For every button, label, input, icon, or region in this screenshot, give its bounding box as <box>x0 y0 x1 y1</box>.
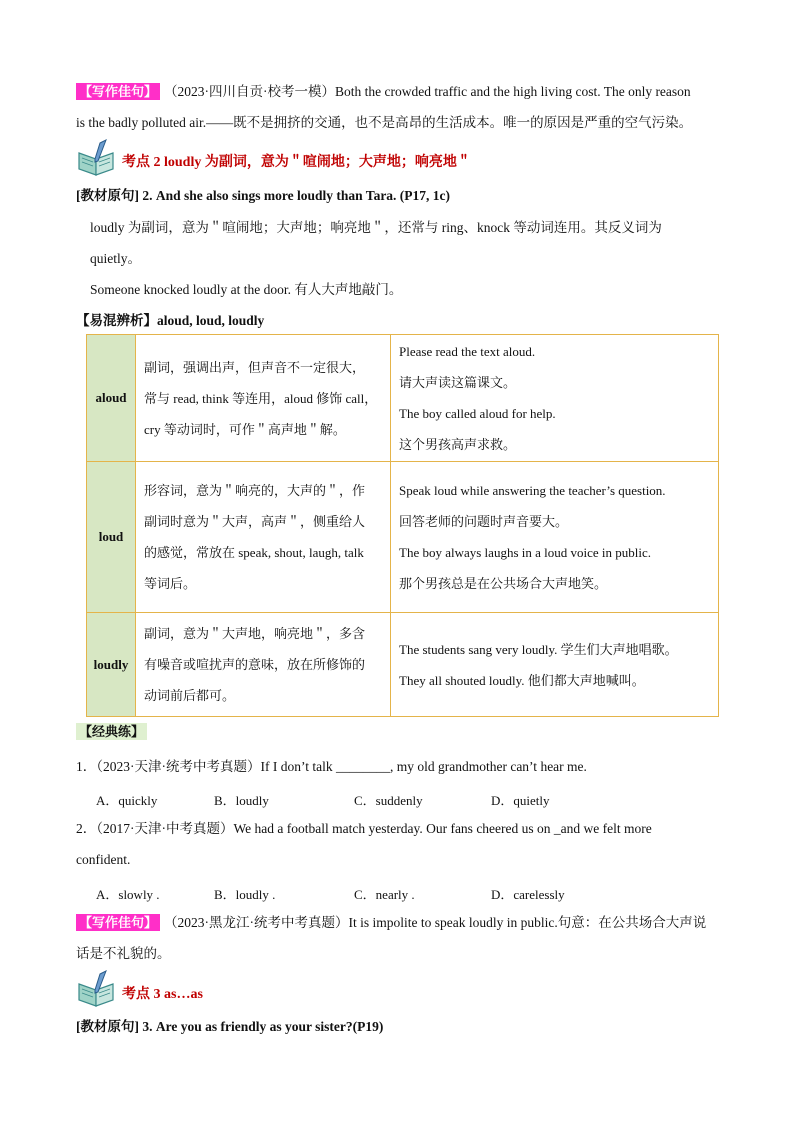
table-row <box>87 335 719 462</box>
example-line: 请大声读这篇课文。 <box>399 375 517 390</box>
writing-tag: 【写作佳句】 <box>76 914 160 931</box>
example-line: 这个男孩高声求救。 <box>399 437 517 452</box>
question-1-options <box>0 790 794 810</box>
writing-line-2: is the badly polluted air.——既不是拥挤的交通，也不是高昂的生活成本。唯一的原因是严重的空气污染。 <box>76 115 693 130</box>
option: D．carelessly <box>491 887 565 902</box>
example-cell <box>391 613 719 717</box>
explanation-example: Someone knocked loudly at the door. 有人大声地敲门。 <box>90 282 403 297</box>
example-line: Speak loud while answering the teacher’s question. <box>399 483 666 498</box>
confuse-heading: 【易混辨析】aloud, loud, loudly <box>76 313 265 328</box>
example-line: The boy always laughs in a loud voice in public. <box>399 545 652 560</box>
option: C．suddenly <box>354 793 423 808</box>
option: C．nearly . <box>354 887 415 902</box>
desc-line: 等词后。 <box>144 576 197 591</box>
word-cell: loudly <box>87 613 136 717</box>
desc-line: 的感觉，常放在 speak, shout, laugh, talk <box>144 545 364 560</box>
word-cell: loud <box>87 462 136 613</box>
desc-line: 有噪音或喧扰声的意味，放在所修饰的 <box>144 657 366 672</box>
comparison-table <box>86 334 719 717</box>
example-cell <box>391 462 719 613</box>
desc-line: cry 等动词时，可作＂高声地＂解。 <box>144 421 346 437</box>
writing-line-2: 话是不礼貌的。 <box>76 946 171 961</box>
option: B．loudly . <box>214 887 276 902</box>
question-2-line-1: 2．（2017·天津·中考真题）We had a football match yesterday. Our fans cheered us on _and we felt more <box>76 821 652 836</box>
kaodian-2-title: 考点 2 loudly 为副词，意为＂喧闹地；大声地；响亮地＂ <box>122 155 471 170</box>
question-2-options <box>0 884 794 904</box>
option: A．quickly <box>96 793 158 808</box>
option: B．loudly <box>214 793 269 808</box>
option: A．slowly . <box>96 887 160 902</box>
desc-line: 动词前后都可。 <box>144 688 236 703</box>
table-row <box>87 462 719 613</box>
example-line: 那个男孩总是在公共场合大声地笑。 <box>399 576 608 591</box>
example-line: The boy called aloud for help. <box>399 406 556 421</box>
practice-heading: 【经典练】 <box>76 723 147 740</box>
question-2-line-2: confident. <box>76 852 131 867</box>
writing-tag: 【写作佳句】 <box>76 83 160 100</box>
word-cell: aloud <box>87 335 136 462</box>
kaodian-3-title: 考点 3 as…as <box>122 987 203 1002</box>
explanation-line-1: loudly 为副词，意为＂喧闹地；大声地；响亮地＂，还常与 ring、knock 等动词连用。其反义词为 <box>90 220 662 235</box>
book-pencil-icon <box>76 139 118 177</box>
practice-heading-wrap <box>76 723 151 741</box>
desc-cell <box>136 462 391 613</box>
desc-line: 副词，意为＂大声地，响亮地＂，多含 <box>144 626 366 641</box>
kaodian-2-explanation <box>90 212 730 305</box>
explanation-line-2: quietly。 <box>90 251 141 266</box>
kaodian-3-source: [教材原句] 3. Are you as friendly as your sister?(P19) <box>76 1019 384 1034</box>
writing-line-1: （2023·四川自贡·校考一模）Both the crowded traffic and the high living cost. The only reason <box>164 84 691 99</box>
example-line: They all shouted loudly. 他们都大声地喊叫。 <box>399 672 645 688</box>
writing-sentence-block-1 <box>76 76 726 138</box>
question-1: 1．（2023·天津·统考中考真题）If I don’t talk ________, my old grandmother can’t hear me. <box>76 759 587 774</box>
example-line: Please read the text aloud. <box>399 344 536 359</box>
desc-line: 副词时意为＂大声，高声＂，侧重给人 <box>144 514 366 529</box>
desc-line: 副词，强调出声，但声音不一定很大， <box>144 359 366 375</box>
book-pencil-icon <box>76 970 118 1008</box>
desc-line: 形容词，意为＂响亮的，大声的＂，作 <box>144 483 366 498</box>
option: D．quietly <box>491 793 550 808</box>
table-row <box>87 613 719 717</box>
question-2 <box>76 813 726 875</box>
writing-sentence-block-2 <box>76 907 726 969</box>
example-line: 回答老师的问题时声音要大。 <box>399 514 569 529</box>
writing-line-1: （2023·黑龙江·统考中考真题）It is impolite to speak loudly in public.句意：在公共场合大声说 <box>164 915 707 930</box>
example-cell <box>391 335 719 462</box>
desc-cell <box>136 335 391 462</box>
kaodian-2-source: [教材原句] 2. And she also sings more loudly than Tara. (P17, 1c) <box>76 188 451 203</box>
example-line: The students sang very loudly. 学生们大声地唱歌。 <box>399 641 678 657</box>
desc-cell <box>136 613 391 717</box>
desc-line: 常与 read, think 等连用，aloud 修饰 call， <box>144 390 378 406</box>
